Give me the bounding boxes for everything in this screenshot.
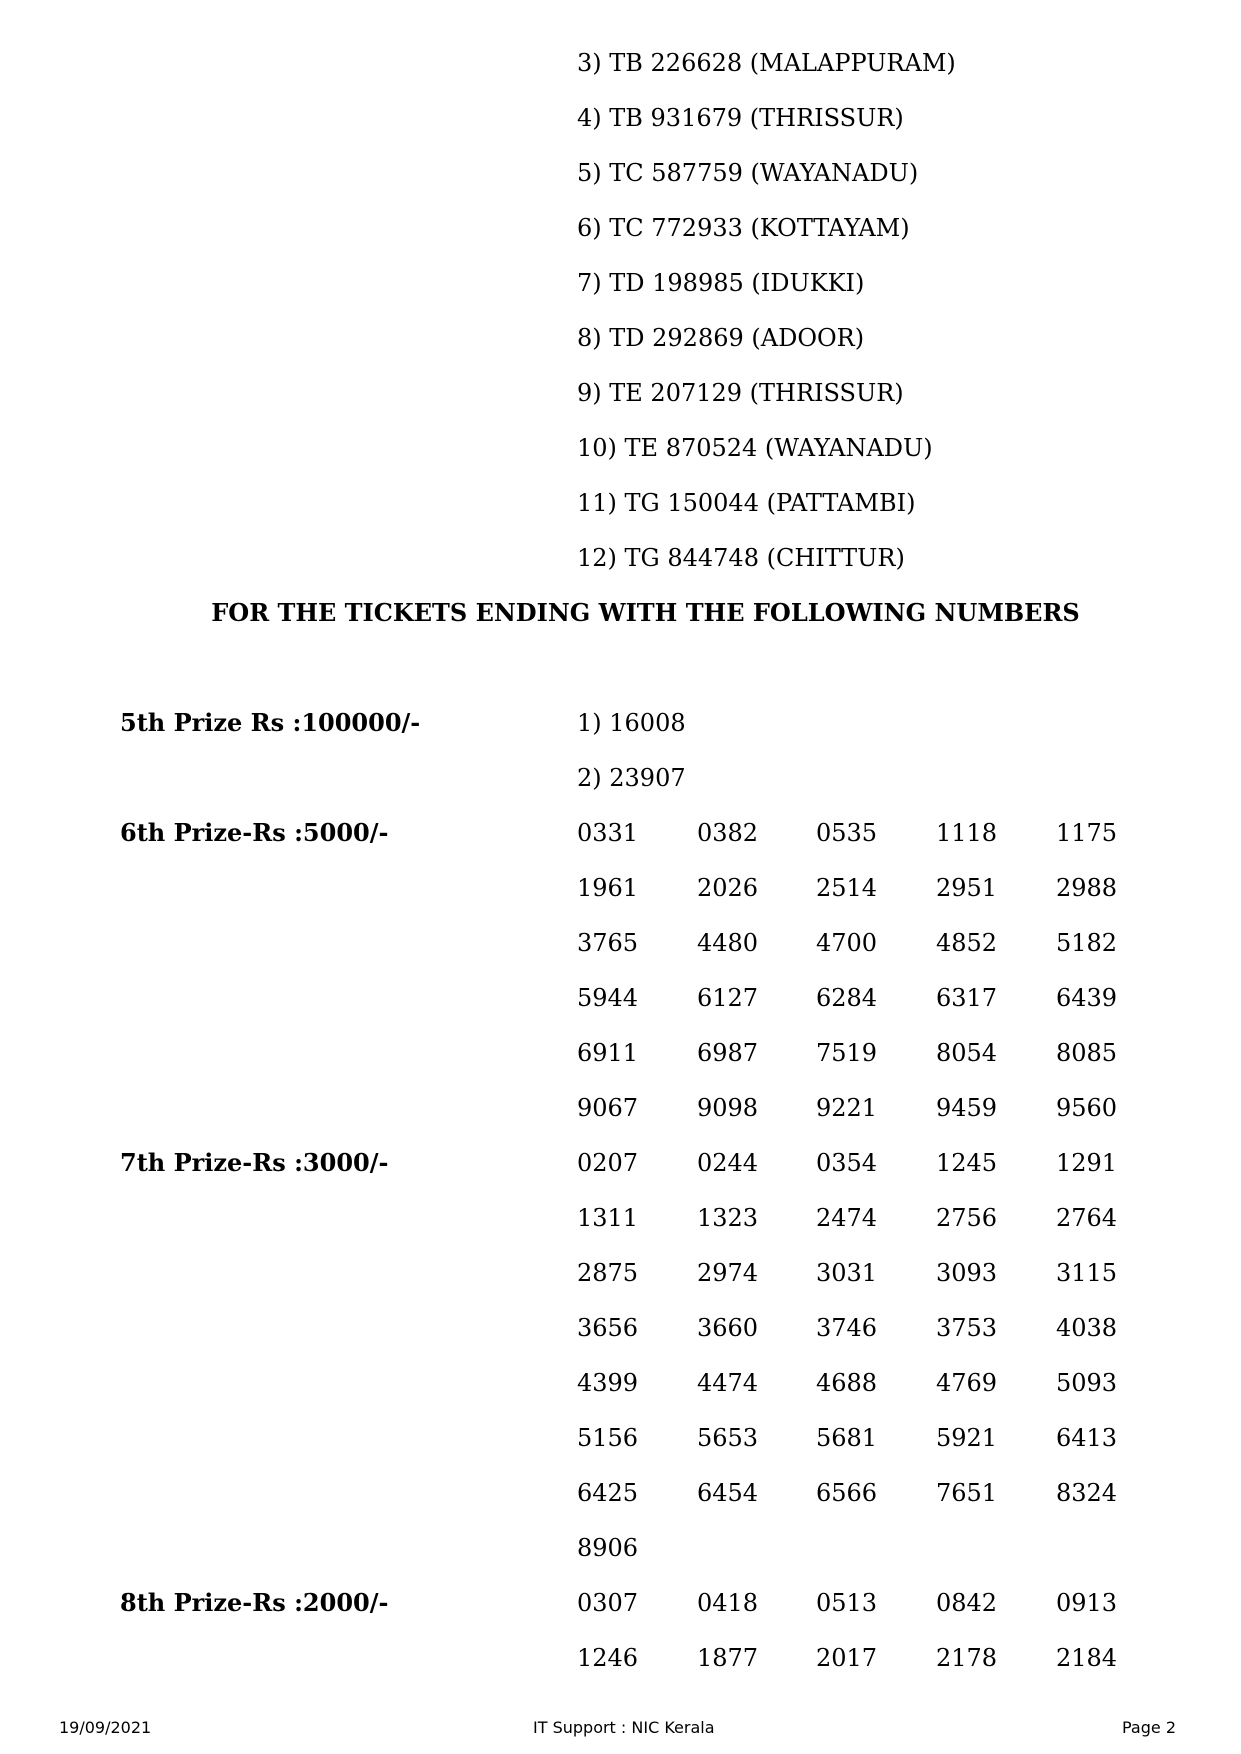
prize-row [0, 928, 1241, 958]
winner-ticket: 3) TB 226628 (MALAPPURAM) [577, 49, 956, 77]
prize-row [0, 873, 1241, 903]
winning-number: 4769 [936, 1369, 998, 1397]
prize-label: 8th Prize-Rs :2000/- [120, 1588, 389, 1617]
winning-number: 0244 [697, 1149, 759, 1177]
prize-row [0, 1643, 1241, 1673]
prize-label: 6th Prize-Rs :5000/- [120, 818, 389, 847]
winning-number: 3093 [936, 1259, 998, 1287]
winning-number: 7519 [816, 1039, 878, 1067]
prize-row [0, 1313, 1241, 1343]
winning-number: 2178 [936, 1644, 998, 1672]
winning-number: 5944 [577, 984, 639, 1012]
winning-number: 6439 [1056, 984, 1118, 1012]
winning-number: 4700 [816, 929, 878, 957]
winning-number: 1291 [1056, 1149, 1118, 1177]
prize-row [0, 1588, 1241, 1618]
winning-number: 3753 [936, 1314, 998, 1342]
winning-number: 9221 [816, 1094, 878, 1122]
winning-number: 2974 [697, 1259, 759, 1287]
winning-number: 6425 [577, 1479, 639, 1507]
winning-number: 1118 [936, 819, 998, 847]
winning-number: 2514 [816, 874, 878, 902]
winning-number: 2474 [816, 1204, 878, 1232]
winning-number: 6566 [816, 1479, 878, 1507]
winning-number: 8324 [1056, 1479, 1118, 1507]
winning-number: 9560 [1056, 1094, 1118, 1122]
winning-number: 0513 [816, 1589, 878, 1617]
prize-row [0, 1368, 1241, 1398]
winning-number: 5653 [697, 1424, 759, 1452]
winner-row [0, 378, 1241, 408]
winning-number: 5182 [1056, 929, 1118, 957]
winning-number: 1245 [936, 1149, 998, 1177]
winning-number: 3115 [1056, 1259, 1118, 1287]
section-heading: FOR THE TICKETS ENDING WITH THE FOLLOWING NUMBERS [211, 598, 1080, 627]
winning-number: 0913 [1056, 1589, 1118, 1617]
winner-row [0, 543, 1241, 573]
winner-row [0, 488, 1241, 518]
winning-number: 6127 [697, 984, 759, 1012]
winning-number: 0354 [816, 1149, 878, 1177]
winning-number: 0307 [577, 1589, 639, 1617]
prize-row [0, 1258, 1241, 1288]
winning-number: 0535 [816, 819, 878, 847]
winner-row [0, 268, 1241, 298]
winning-number: 3660 [697, 1314, 759, 1342]
winning-number: 2988 [1056, 874, 1118, 902]
winning-number: 8085 [1056, 1039, 1118, 1067]
winning-number: 6987 [697, 1039, 759, 1067]
winning-number: 1961 [577, 874, 639, 902]
winner-ticket: 5) TC 587759 (WAYANADU) [577, 159, 919, 187]
winner-ticket: 7) TD 198985 (IDUKKI) [577, 269, 865, 297]
winner-ticket: 12) TG 844748 (CHITTUR) [577, 544, 905, 572]
winning-number: 4474 [697, 1369, 759, 1397]
winning-number: 2017 [816, 1644, 878, 1672]
prize-row [0, 983, 1241, 1013]
winning-number: 2764 [1056, 1204, 1118, 1232]
winning-number: 0331 [577, 819, 639, 847]
winner-ticket: 4) TB 931679 (THRISSUR) [577, 104, 904, 132]
prize-label: 7th Prize-Rs :3000/- [120, 1148, 389, 1177]
winner-row [0, 48, 1241, 78]
winner-row [0, 323, 1241, 353]
winning-number: 8906 [577, 1534, 639, 1562]
prize-row [0, 1423, 1241, 1453]
winning-number: 0842 [936, 1589, 998, 1617]
winning-number: 2756 [936, 1204, 998, 1232]
winner-ticket: 10) TE 870524 (WAYANADU) [577, 434, 933, 462]
winning-number: 6454 [697, 1479, 759, 1507]
winner-ticket: 11) TG 150044 (PATTAMBI) [577, 489, 916, 517]
winning-number: 9459 [936, 1094, 998, 1122]
winner-row [0, 158, 1241, 188]
winning-number: 0382 [697, 819, 759, 847]
winner-row [0, 213, 1241, 243]
winning-number: 6317 [936, 984, 998, 1012]
prize-row [0, 763, 1241, 793]
prize-entry: 1) 16008 [577, 709, 686, 737]
footer-support: IT Support : NIC Kerala [533, 1718, 715, 1737]
winning-number: 1246 [577, 1644, 639, 1672]
prize-row [0, 708, 1241, 738]
winning-number: 5156 [577, 1424, 639, 1452]
winning-number: 4852 [936, 929, 998, 957]
winning-number: 7651 [936, 1479, 998, 1507]
winning-number: 6911 [577, 1039, 639, 1067]
footer-page: Page 2 [1122, 1718, 1176, 1737]
winning-number: 4688 [816, 1369, 878, 1397]
winning-number: 5093 [1056, 1369, 1118, 1397]
winner-ticket: 6) TC 772933 (KOTTAYAM) [577, 214, 910, 242]
prize-entry: 2) 23907 [577, 764, 686, 792]
prize-row [0, 1203, 1241, 1233]
winner-ticket: 9) TE 207129 (THRISSUR) [577, 379, 904, 407]
winning-number: 2875 [577, 1259, 639, 1287]
winning-number: 6413 [1056, 1424, 1118, 1452]
prize-row [0, 818, 1241, 848]
winning-number: 1877 [697, 1644, 759, 1672]
prize-row [0, 1038, 1241, 1068]
winning-number: 1175 [1056, 819, 1118, 847]
winning-number: 2951 [936, 874, 998, 902]
winning-number: 0207 [577, 1149, 639, 1177]
winning-number: 4399 [577, 1369, 639, 1397]
winning-number: 8054 [936, 1039, 998, 1067]
winning-number: 4038 [1056, 1314, 1118, 1342]
winning-number: 3746 [816, 1314, 878, 1342]
winning-number: 3656 [577, 1314, 639, 1342]
footer-date: 19/09/2021 [59, 1718, 152, 1737]
winning-number: 1323 [697, 1204, 759, 1232]
winning-number: 2184 [1056, 1644, 1118, 1672]
winner-row [0, 433, 1241, 463]
winning-number: 6284 [816, 984, 878, 1012]
winner-row [0, 103, 1241, 133]
prize-label: 5th Prize Rs :100000/- [120, 708, 421, 737]
prize-row [0, 1148, 1241, 1178]
winning-number: 5681 [816, 1424, 878, 1452]
winning-number: 0418 [697, 1589, 759, 1617]
winning-number: 2026 [697, 874, 759, 902]
winning-number: 4480 [697, 929, 759, 957]
prize-row [0, 1533, 1241, 1563]
winner-ticket: 8) TD 292869 (ADOOR) [577, 324, 865, 352]
winning-number: 9067 [577, 1094, 639, 1122]
winning-number: 9098 [697, 1094, 759, 1122]
winning-number: 3765 [577, 929, 639, 957]
winning-number: 1311 [577, 1204, 639, 1232]
winning-number: 3031 [816, 1259, 878, 1287]
winning-number: 5921 [936, 1424, 998, 1452]
prize-row [0, 1093, 1241, 1123]
prize-row [0, 1478, 1241, 1508]
